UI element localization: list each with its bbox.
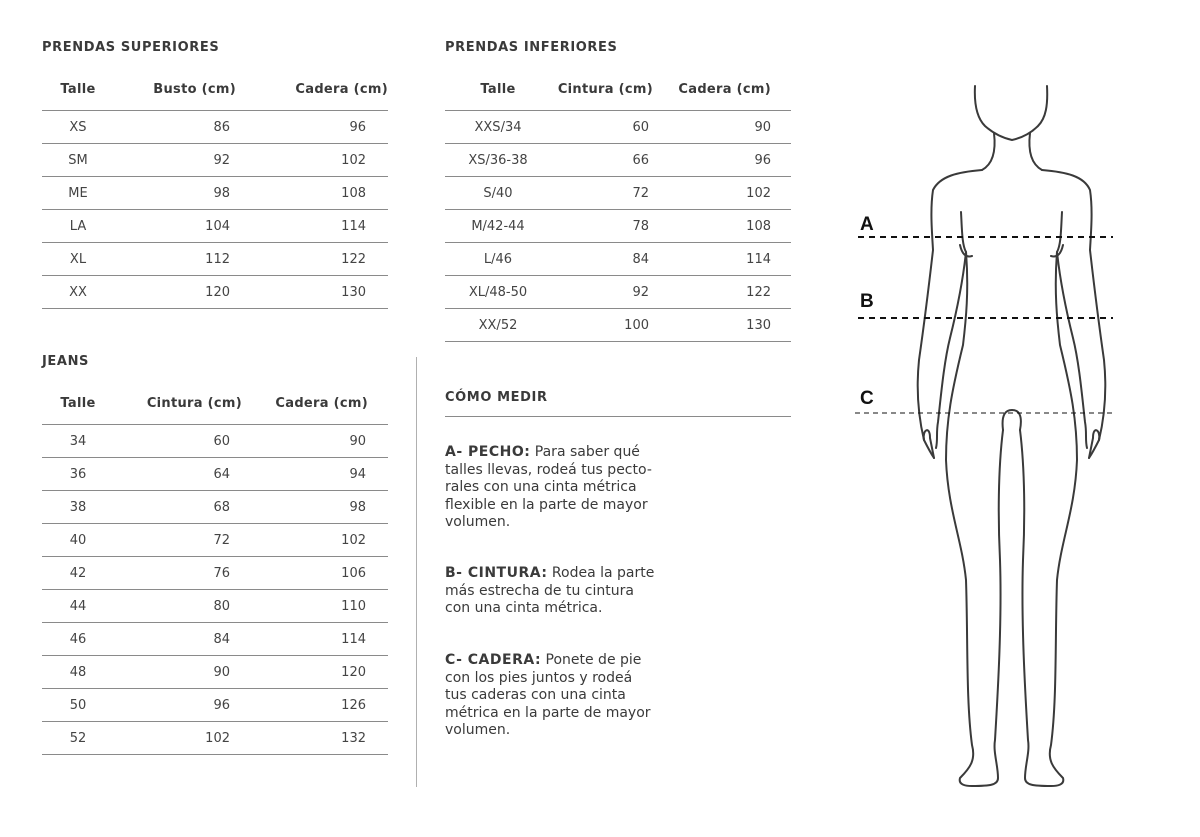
measure-cell: 84 [551, 243, 653, 276]
measure-cell: 92 [114, 144, 242, 177]
size-cell: 52 [42, 722, 114, 755]
column-header: Cadera (cm) [242, 78, 388, 111]
bottoms-title: PRENDAS INFERIORES [445, 40, 618, 55]
measure-cell: 92 [551, 276, 653, 309]
table-row [42, 210, 388, 243]
measure-cell: 100 [551, 309, 653, 342]
table-row [445, 210, 791, 243]
size-cell: XL [42, 243, 114, 276]
table-header-row [42, 392, 388, 425]
size-cell: XX/52 [445, 309, 551, 342]
measure-cell: 114 [653, 243, 791, 276]
measure-cell: 94 [242, 458, 388, 491]
size-cell: XX [42, 276, 114, 309]
table-row [42, 656, 388, 689]
table-row [42, 177, 388, 210]
howto-chest: A- PECHO: Para saber qué talles llevas, rodeá tus pecto- rales con una cinta métrica flexible en la parte de mayor volumen. [445, 444, 652, 530]
measure-cell: 78 [551, 210, 653, 243]
size-cell: XS/36-38 [445, 144, 551, 177]
measure-cell: 122 [653, 276, 791, 309]
measure-cell: 96 [242, 111, 388, 144]
measure-cell: 64 [114, 458, 242, 491]
measure-cell: 106 [242, 557, 388, 590]
column-header: Cadera (cm) [653, 78, 791, 111]
howto-waist: B- CINTURA: Rodea la parte más estrecha de tu cintura con una cinta métrica. [445, 565, 655, 616]
table-header-row [42, 78, 388, 111]
table-row [42, 243, 388, 276]
measure-cell: 60 [114, 425, 242, 458]
measure-cell: 98 [242, 491, 388, 524]
measure-cell: 132 [242, 722, 388, 755]
measure-cell: 130 [242, 276, 388, 309]
measure-cell: 114 [242, 623, 388, 656]
table-row [42, 689, 388, 722]
measure-cell: 114 [242, 210, 388, 243]
table-row [42, 722, 388, 755]
measure-cell: 84 [114, 623, 242, 656]
measure-cell: 120 [114, 276, 242, 309]
measure-cell: 108 [242, 177, 388, 210]
size-cell: 42 [42, 557, 114, 590]
measure-cell: 90 [653, 111, 791, 144]
howto-title: CÓMO MEDIR [445, 390, 548, 405]
howto-label: B- CINTURA: [445, 565, 548, 581]
measure-cell: 130 [653, 309, 791, 342]
table-row [42, 458, 388, 491]
measure-cell: 126 [242, 689, 388, 722]
column-header: Talle [445, 78, 551, 111]
howto-divider [445, 416, 791, 417]
size-cell: 50 [42, 689, 114, 722]
column-header: Cintura (cm) [551, 78, 653, 111]
measure-cell: 60 [551, 111, 653, 144]
table-row [42, 425, 388, 458]
column-divider [416, 357, 417, 787]
size-cell: LA [42, 210, 114, 243]
size-cell: XS [42, 111, 114, 144]
size-cell: L/46 [445, 243, 551, 276]
size-cell: M/42-44 [445, 210, 551, 243]
table-row [42, 590, 388, 623]
table-row [42, 557, 388, 590]
table-row [445, 243, 791, 276]
measure-cell: 102 [242, 144, 388, 177]
body-silhouette-icon [840, 80, 1130, 800]
bottoms-size-table [445, 78, 791, 342]
measure-cell: 96 [653, 144, 791, 177]
howto-hip: C- CADERA: Ponete de pie con los pies juntos y rodeá tus caderas con una cinta métrica en la parte de mayor volumen. [445, 652, 651, 738]
column-header: Talle [42, 78, 114, 111]
measure-cell: 66 [551, 144, 653, 177]
measure-cell: 98 [114, 177, 242, 210]
jeans-title: JEANS [42, 354, 90, 369]
column-header: Cadera (cm) [242, 392, 388, 425]
size-cell: XXS/34 [445, 111, 551, 144]
size-cell: ME [42, 177, 114, 210]
size-cell: 36 [42, 458, 114, 491]
tops-title: PRENDAS SUPERIORES [42, 40, 220, 55]
measure-cell: 110 [242, 590, 388, 623]
howto-label: A- PECHO: [445, 444, 531, 460]
table-row [42, 524, 388, 557]
column-header: Busto (cm) [114, 78, 242, 111]
table-header-row [445, 78, 791, 111]
tops-size-table [42, 78, 388, 309]
table-row [445, 144, 791, 177]
marker-a: A [860, 214, 874, 235]
measure-cell: 102 [114, 722, 242, 755]
size-cell: 44 [42, 590, 114, 623]
size-cell: S/40 [445, 177, 551, 210]
table-row [445, 276, 791, 309]
size-cell: XL/48-50 [445, 276, 551, 309]
size-cell: 34 [42, 425, 114, 458]
table-row [42, 276, 388, 309]
size-cell: SM [42, 144, 114, 177]
marker-c: C [860, 388, 874, 409]
measure-cell: 68 [114, 491, 242, 524]
table-row [42, 144, 388, 177]
measure-cell: 72 [551, 177, 653, 210]
measure-cell: 112 [114, 243, 242, 276]
measure-cell: 90 [114, 656, 242, 689]
size-cell: 40 [42, 524, 114, 557]
size-cell: 46 [42, 623, 114, 656]
howto-label: C- CADERA: [445, 652, 542, 668]
measure-cell: 86 [114, 111, 242, 144]
measure-cell: 76 [114, 557, 242, 590]
table-row [445, 111, 791, 144]
column-header: Talle [42, 392, 114, 425]
marker-b: B [860, 291, 874, 312]
column-header: Cintura (cm) [114, 392, 242, 425]
table-row [42, 111, 388, 144]
size-cell: 48 [42, 656, 114, 689]
measure-cell: 72 [114, 524, 242, 557]
measure-cell: 102 [653, 177, 791, 210]
table-row [445, 309, 791, 342]
table-row [445, 177, 791, 210]
measure-cell: 104 [114, 210, 242, 243]
measure-cell: 120 [242, 656, 388, 689]
size-cell: 38 [42, 491, 114, 524]
table-row [42, 491, 388, 524]
jeans-size-table [42, 392, 388, 755]
measure-cell: 102 [242, 524, 388, 557]
measure-cell: 90 [242, 425, 388, 458]
measure-cell: 80 [114, 590, 242, 623]
table-row [42, 623, 388, 656]
measure-cell: 108 [653, 210, 791, 243]
measure-cell: 122 [242, 243, 388, 276]
measure-cell: 96 [114, 689, 242, 722]
